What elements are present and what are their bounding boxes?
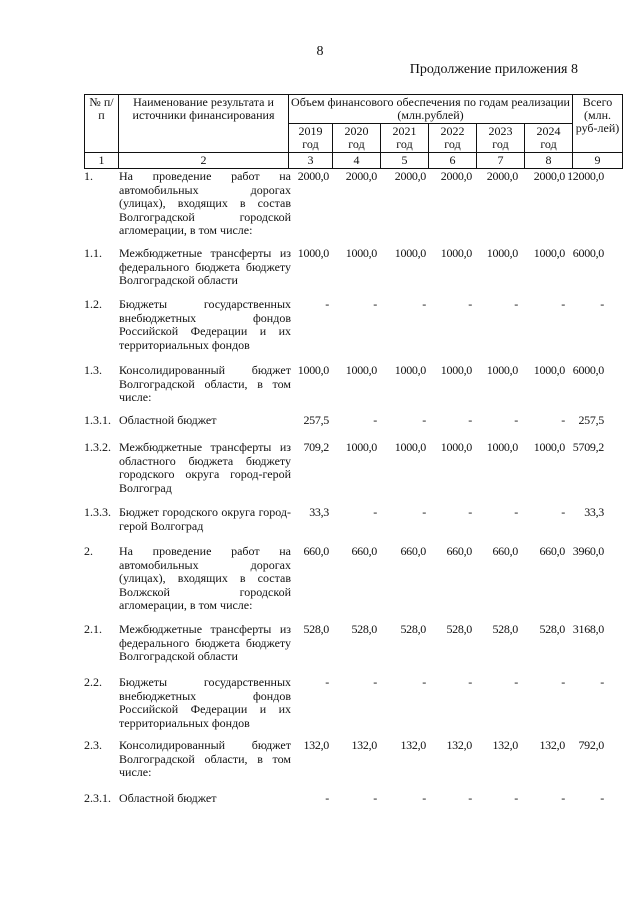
cell-2021: 1000,0 — [394, 440, 426, 454]
cell-total: - — [600, 675, 604, 689]
cell-2019: 528,0 — [303, 622, 329, 636]
continuation-label: Продолжение приложения 8 — [409, 62, 578, 77]
cell-2021: 1000,0 — [394, 246, 426, 260]
cell-2024: - — [561, 675, 565, 689]
cell-2024: - — [561, 791, 565, 805]
row-description: Бюджет городского округа город-герой Волгоград — [119, 505, 291, 533]
cell-2019: 132,0 — [303, 738, 329, 752]
cell-2021: 2000,0 — [394, 169, 426, 183]
page-number: 8 — [316, 44, 324, 59]
row-number: 1.3.2. — [84, 440, 111, 454]
cell-2020: 1000,0 — [345, 246, 377, 260]
cell-total: 6000,0 — [572, 246, 604, 260]
row-number: 1.3.3. — [84, 505, 111, 519]
header-year: 2023 год — [477, 124, 525, 153]
cell-2023: - — [514, 791, 518, 805]
row-description: Областной бюджет — [119, 413, 217, 427]
header-year: 2022 год — [429, 124, 477, 153]
cell-2023: 1000,0 — [486, 246, 518, 260]
cell-2024: - — [561, 413, 565, 427]
row-number: 2.1. — [84, 622, 102, 636]
header-year: 2021 год — [381, 124, 429, 153]
cell-2022: - — [468, 297, 472, 311]
col-number: 4 — [333, 153, 381, 169]
row-number: 2.3.1. — [84, 791, 111, 805]
cell-2021: - — [422, 791, 426, 805]
row-description: Бюджеты государственных внебюджетных фондов Российской Федерации и их территориальных фондов — [119, 675, 291, 730]
row-number: 1.3.1. — [84, 413, 111, 427]
cell-2020: 2000,0 — [345, 169, 377, 183]
cell-2019: 660,0 — [303, 544, 329, 558]
cell-2022: 1000,0 — [440, 246, 472, 260]
cell-total: 792,0 — [578, 738, 604, 752]
cell-2023: 528,0 — [492, 622, 518, 636]
row-number: 1.3. — [84, 363, 102, 377]
cell-2023: - — [514, 675, 518, 689]
cell-2020: - — [373, 791, 377, 805]
cell-2023: 2000,0 — [486, 169, 518, 183]
cell-2020: - — [373, 675, 377, 689]
cell-2024: - — [561, 505, 565, 519]
header-total: Всего (млн. руб-лей) — [573, 95, 623, 153]
cell-2023: - — [514, 413, 518, 427]
cell-2023: 660,0 — [492, 544, 518, 558]
cell-2020: - — [373, 297, 377, 311]
cell-2019: 1000,0 — [297, 363, 329, 377]
row-description: Консолидированный бюджет Волгоградской области, в том числе: — [119, 363, 291, 404]
cell-2019: 1000,0 — [297, 246, 329, 260]
cell-total: 5709,2 — [572, 440, 604, 454]
cell-2021: - — [422, 413, 426, 427]
cell-total: - — [600, 791, 604, 805]
cell-2020: 1000,0 — [345, 440, 377, 454]
cell-2020: - — [373, 505, 377, 519]
header-name: Наименование результата и источники финансирования — [119, 95, 289, 153]
cell-2020: 528,0 — [351, 622, 377, 636]
cell-2019: 2000,0 — [297, 169, 329, 183]
cell-2022: - — [468, 791, 472, 805]
cell-2022: - — [468, 505, 472, 519]
cell-2023: - — [514, 297, 518, 311]
cell-total: 6000,0 — [572, 363, 604, 377]
header-year: 2020 год — [333, 124, 381, 153]
cell-2022: - — [468, 413, 472, 427]
row-description: На проведение работ на автомобильных дорогах (улицах), входящих в состав Волгоградской городской агломерации, в том числе: — [119, 169, 291, 237]
cell-2021: 1000,0 — [394, 363, 426, 377]
cell-2021: 660,0 — [400, 544, 426, 558]
cell-2022: 1000,0 — [440, 363, 472, 377]
cell-2023: 1000,0 — [486, 440, 518, 454]
cell-2022: 660,0 — [446, 544, 472, 558]
cell-2019: - — [325, 791, 329, 805]
cell-2022: - — [468, 675, 472, 689]
col-number: 3 — [289, 153, 333, 169]
cell-2019: - — [325, 297, 329, 311]
cell-total: 257,5 — [578, 413, 604, 427]
cell-2023: 1000,0 — [486, 363, 518, 377]
cell-2019: 709,2 — [303, 440, 329, 454]
cell-2024: 2000,0 — [533, 169, 565, 183]
cell-2022: 132,0 — [446, 738, 472, 752]
table-header — [84, 94, 623, 169]
row-number: 1.2. — [84, 297, 102, 311]
header-year: 2019 год — [289, 124, 333, 153]
cell-2024: 660,0 — [539, 544, 565, 558]
row-description: Консолидированный бюджет Волгоградской области, в том числе: — [119, 738, 291, 779]
cell-2021: - — [422, 297, 426, 311]
cell-2024: 1000,0 — [533, 440, 565, 454]
cell-2021: 528,0 — [400, 622, 426, 636]
cell-2019: 33,3 — [309, 505, 329, 519]
cell-2020: - — [373, 413, 377, 427]
cell-total: 33,3 — [584, 505, 604, 519]
cell-2024: 1000,0 — [533, 246, 565, 260]
row-description: Межбюджетные трансферты из федерального бюджета бюджету Волгоградской области — [119, 622, 291, 663]
row-description: На проведение работ на автомобильных дорогах (улицах), входящих в состав Волжской городской агломерации, в том числе: — [119, 544, 291, 612]
header-volume: Объем финансового обеспечения по годам реализации (млн.рублей) — [289, 95, 573, 124]
row-number: 2.3. — [84, 738, 102, 752]
header-num: № п/п — [85, 95, 119, 153]
col-number: 8 — [525, 153, 573, 169]
cell-total: - — [600, 297, 604, 311]
col-number: 2 — [119, 153, 289, 169]
cell-2022: 2000,0 — [440, 169, 472, 183]
cell-2024: 132,0 — [539, 738, 565, 752]
cell-2024: - — [561, 297, 565, 311]
cell-2023: 132,0 — [492, 738, 518, 752]
row-description: Межбюджетные трансферты из федерального бюджета бюджету Волгоградской области — [119, 246, 291, 287]
cell-2019: 257,5 — [303, 413, 329, 427]
col-number: 6 — [429, 153, 477, 169]
cell-2021: - — [422, 505, 426, 519]
row-description: Областной бюджет — [119, 791, 217, 805]
row-number: 1. — [84, 169, 93, 183]
col-number: 1 — [85, 153, 119, 169]
row-description: Бюджеты государственных внебюджетных фондов Российской Федерации и их территориальных фондов — [119, 297, 291, 352]
col-number: 9 — [573, 153, 623, 169]
cell-2021: 132,0 — [400, 738, 426, 752]
cell-total: 3960,0 — [572, 544, 604, 558]
header-year: 2024 год — [525, 124, 573, 153]
cell-2020: 660,0 — [351, 544, 377, 558]
cell-total: 12000,0 — [567, 169, 604, 183]
col-number: 5 — [381, 153, 429, 169]
cell-2024: 1000,0 — [533, 363, 565, 377]
row-description: Межбюджетные трансферты из областного бюджета бюджету городского округа город-герой Волгоград — [119, 440, 291, 495]
cell-2022: 528,0 — [446, 622, 472, 636]
cell-2023: - — [514, 505, 518, 519]
cell-2020: 1000,0 — [345, 363, 377, 377]
row-number: 2.2. — [84, 675, 102, 689]
cell-2022: 1000,0 — [440, 440, 472, 454]
cell-2020: 132,0 — [351, 738, 377, 752]
cell-2021: - — [422, 675, 426, 689]
cell-total: 3168,0 — [572, 622, 604, 636]
col-number: 7 — [477, 153, 525, 169]
row-number: 1.1. — [84, 246, 102, 260]
cell-2024: 528,0 — [539, 622, 565, 636]
row-number: 2. — [84, 544, 93, 558]
cell-2019: - — [325, 675, 329, 689]
